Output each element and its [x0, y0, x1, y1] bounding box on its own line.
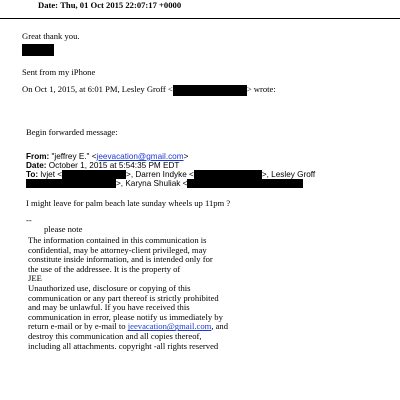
redacted-block: [22, 44, 54, 56]
disclaimer-line: constitute inside information, and is intended only for: [28, 254, 213, 265]
header-date: [38, 0, 181, 10]
disclaimer: [28, 236, 368, 351]
forward-body: I might leave for palm beach late sunday wheels up 11pm ?: [26, 198, 231, 208]
date-value: October 1, 2015 at 5:54:35 PM EDT: [48, 161, 180, 170]
redacted-email: [26, 179, 116, 188]
forward-to: [26, 170, 315, 179]
redacted-email: [194, 170, 262, 179]
from-email-link[interactable]: jeevacation@gmail.com: [96, 152, 184, 161]
header-date-value: Thu, 01 Oct 2015 22:07:17 +0000: [60, 0, 182, 10]
to-part-2: >, Darren Indyke <: [126, 170, 194, 179]
to-label: To:: [26, 170, 39, 179]
quote-suffix: > wrote:: [246, 84, 276, 94]
signature-dashes: --: [26, 215, 32, 225]
disclaimer-line: communication in error, please notify us immediately by: [28, 311, 223, 322]
disclaimer-line: including all attachments. copyright -all rights reserved: [28, 340, 219, 351]
forward-to-cont: [26, 179, 303, 188]
reply-quote-line: [22, 84, 276, 96]
to-part-3: >, Lesley Groff: [261, 170, 316, 179]
disclaimer-text: return e-mail or by e-mail to: [28, 321, 128, 332]
disclaimer-line: the use of the addressee. It is the property of: [28, 263, 181, 274]
to-part-1: lvjet <: [40, 170, 63, 179]
disclaimer-line: JEE: [28, 273, 42, 284]
disclaimer-text: , and: [211, 321, 229, 332]
disclaimer-line: communication or any part thereof is strictly prohibited: [28, 292, 219, 303]
disclaimer-line: and may be unlawful. If you have received this: [28, 302, 190, 313]
from-label: From:: [26, 152, 50, 161]
redacted-email: [62, 170, 126, 179]
disclaimer-email-link[interactable]: jeevacation@gmail.com: [127, 321, 212, 332]
forward-intro: Begin forwarded message:: [26, 127, 118, 137]
redacted-email: [173, 85, 247, 96]
disclaimer-line: Unauthorized use, disclosure or copying of this: [28, 282, 191, 293]
forward-from: [26, 152, 188, 161]
please-note: please note: [44, 224, 83, 234]
forward-date: [26, 161, 179, 170]
disclaimer-line: destroy this communication and all copies thereof,: [28, 330, 202, 341]
disclaimer-line: confidential, may be attorney-client privileged, may: [28, 244, 207, 255]
from-name: "jeffrey E." <: [51, 152, 97, 161]
header-date-label: Date:: [38, 0, 59, 10]
date-label: Date:: [26, 161, 47, 170]
header-divider: [0, 18, 400, 19]
quote-prefix: On Oct 1, 2015, at 6:01 PM, Lesley Groff <: [22, 84, 173, 94]
disclaimer-line: The information contained in this communication is: [28, 235, 207, 245]
from-close: >: [183, 152, 189, 161]
reply-signature: Sent from my iPhone: [22, 67, 96, 77]
redacted-email: [187, 179, 303, 188]
reply-greeting: Great thank you.: [22, 31, 80, 41]
to-part-4: >, Karyna Shuliak <: [116, 179, 188, 188]
